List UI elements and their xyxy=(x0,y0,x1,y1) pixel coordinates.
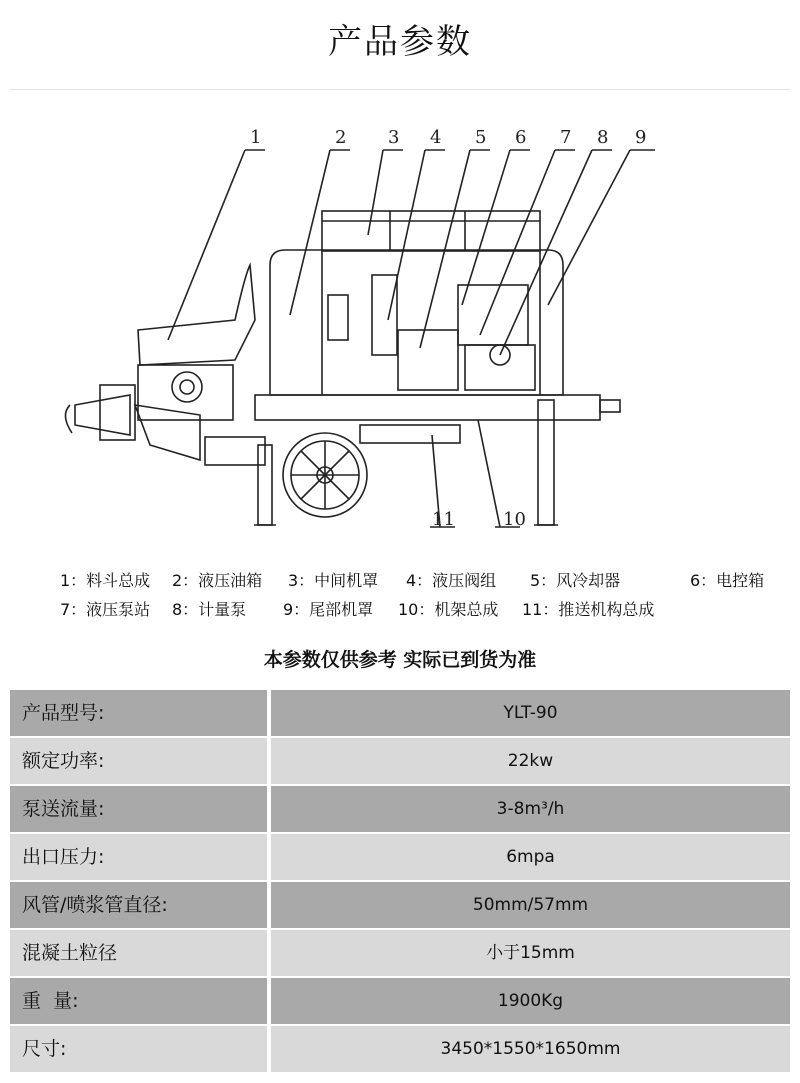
callout-6: 6 xyxy=(515,127,527,148)
spec-value: 1900Kg xyxy=(271,978,790,1024)
legend-item: 4：液压阀组 xyxy=(406,571,497,590)
spec-value: 22kw xyxy=(271,738,790,784)
callout-5: 5 xyxy=(475,127,487,148)
callout-4: 4 xyxy=(430,127,442,148)
spec-value: YLT-90 xyxy=(271,690,790,736)
callout-3: 3 xyxy=(388,127,400,148)
machine-diagram xyxy=(0,115,800,555)
spec-label: 混凝土粒径 xyxy=(10,930,267,976)
disclaimer-note: 本参数仅供参考 实际已到货为准 xyxy=(263,649,537,671)
spec-label: 尺寸: xyxy=(10,1026,267,1072)
spec-value: 50mm/57mm xyxy=(271,882,790,928)
legend-item: 9：尾部机罩 xyxy=(283,600,374,619)
legend-item: 3：中间机罩 xyxy=(288,571,379,590)
spec-row xyxy=(10,690,790,736)
spec-row xyxy=(10,834,790,880)
legend-item: 8：计量泵 xyxy=(172,600,247,619)
callout-1: 1 xyxy=(250,127,262,148)
legend-item: 1：料斗总成 xyxy=(60,571,151,590)
spec-label: 泵送流量: xyxy=(10,786,267,832)
spec-value: 小于15mm xyxy=(271,930,790,976)
legend-item: 10：机架总成 xyxy=(398,600,499,619)
spec-value: 3-8m³/h xyxy=(271,786,790,832)
callout-8: 8 xyxy=(597,127,609,148)
callout-7: 7 xyxy=(560,127,572,148)
legend-item: 5：风冷却器 xyxy=(530,571,621,590)
spec-value: 3450*1550*1650mm xyxy=(271,1026,790,1072)
page-title: 产品参数 xyxy=(328,22,472,62)
spec-label: 出口压力: xyxy=(10,834,267,880)
spec-value: 6mpa xyxy=(271,834,790,880)
callout-9: 9 xyxy=(635,127,647,148)
callout-11: 11 xyxy=(432,509,455,530)
divider xyxy=(10,89,790,90)
callout-2: 2 xyxy=(335,127,347,148)
legend-item: 7：液压泵站 xyxy=(60,600,151,619)
spec-label: 额定功率: xyxy=(10,738,267,784)
spec-row xyxy=(10,786,790,832)
callout-10: 10 xyxy=(503,509,526,530)
spec-row xyxy=(10,930,790,976)
spec-row xyxy=(10,978,790,1024)
spec-row xyxy=(10,882,790,928)
legend-item: 11：推送机构总成 xyxy=(522,600,655,619)
spec-row xyxy=(10,738,790,784)
legend-item: 6：电控箱 xyxy=(690,571,765,590)
spec-label: 重 量: xyxy=(10,978,267,1024)
legend-item: 2：液压油箱 xyxy=(172,571,263,590)
spec-row xyxy=(10,1026,790,1072)
spec-label: 产品型号: xyxy=(10,690,267,736)
spec-label: 风管/喷浆管直径: xyxy=(10,882,267,928)
